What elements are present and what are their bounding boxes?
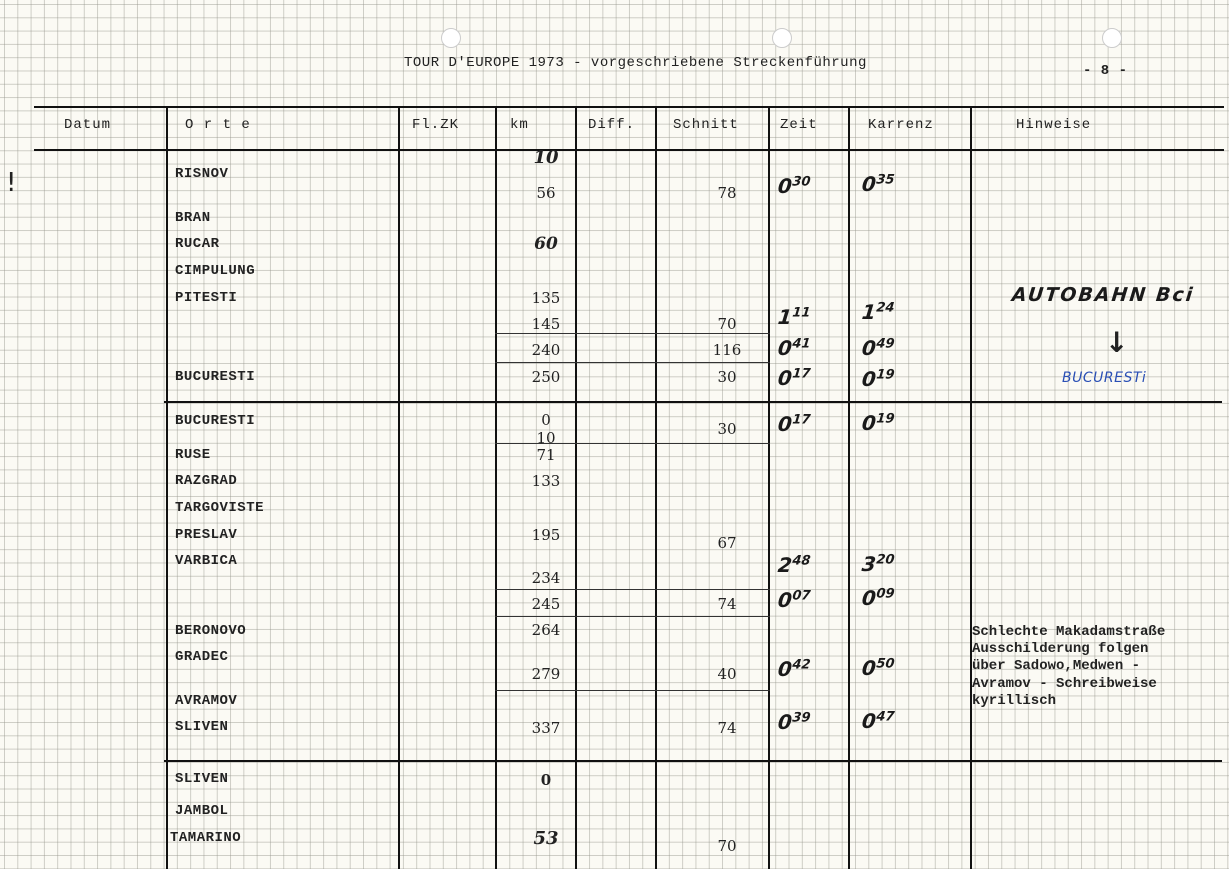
place-name: TARGOVISTE bbox=[175, 500, 265, 516]
km-value: 0 bbox=[541, 411, 551, 429]
zeit-value: $0^{41}$ bbox=[776, 336, 812, 360]
schnitt-value: 70 bbox=[717, 837, 737, 855]
karrenz-value: $0^{19}$ bbox=[860, 411, 896, 435]
col-divider bbox=[398, 106, 400, 869]
karrenz-value: $1^{24}$ bbox=[860, 300, 896, 324]
place-name: BUCURESTI bbox=[175, 369, 256, 385]
km-value: 10 bbox=[536, 429, 556, 447]
schnitt-value: 78 bbox=[717, 184, 737, 202]
schnitt-value: 30 bbox=[717, 368, 737, 386]
road-note-line: Schlechte Makadamstraße bbox=[972, 624, 1166, 640]
karrenz-value: $3^{20}$ bbox=[860, 552, 896, 576]
place-name: TAMARINO bbox=[170, 830, 242, 846]
section-rule bbox=[164, 760, 1222, 762]
col-header-hinweise: Hinweise bbox=[1016, 117, 1092, 133]
col-header-km: km bbox=[510, 117, 529, 133]
zeit-value: $1^{11}$ bbox=[776, 305, 812, 329]
km-value: 53 bbox=[533, 828, 559, 849]
col-header-karrenz: Karrenz bbox=[868, 117, 934, 133]
section-rule bbox=[164, 401, 1222, 403]
margin-exclamation: ! bbox=[6, 168, 17, 198]
table-top-rule bbox=[34, 106, 1224, 108]
col-header-diff: Diff. bbox=[588, 117, 636, 133]
karrenz-value: $0^{35}$ bbox=[860, 172, 896, 196]
km-value: 133 bbox=[531, 472, 561, 490]
place-name: BRAN bbox=[175, 210, 211, 226]
header-bottom-rule bbox=[34, 149, 1224, 151]
km-value: 279 bbox=[531, 665, 561, 683]
col-divider bbox=[166, 106, 168, 869]
km-value: 10 bbox=[533, 147, 559, 168]
place-name: PITESTI bbox=[175, 290, 238, 306]
km-value: 245 bbox=[531, 595, 561, 613]
karrenz-value: $0^{19}$ bbox=[860, 367, 896, 391]
place-name: BUCURESTI bbox=[175, 413, 256, 429]
place-name: RAZGRAD bbox=[175, 473, 238, 489]
km-value: 337 bbox=[531, 719, 561, 737]
zeit-value: $0^{07}$ bbox=[776, 588, 812, 612]
karrenz-value: $0^{50}$ bbox=[860, 656, 896, 680]
schnitt-value: 67 bbox=[717, 534, 737, 552]
schnitt-value: 116 bbox=[712, 341, 742, 359]
punch-hole bbox=[772, 28, 792, 48]
place-name: GRADEC bbox=[175, 649, 229, 665]
row-rule bbox=[495, 690, 770, 691]
road-note-line: kyrillisch bbox=[972, 693, 1057, 709]
schnitt-value: 30 bbox=[717, 420, 737, 438]
zeit-value: $0^{17}$ bbox=[776, 366, 812, 390]
km-value: 250 bbox=[531, 368, 561, 386]
schnitt-value: 74 bbox=[717, 595, 737, 613]
col-header-orte: O r t e bbox=[185, 117, 251, 133]
page-number: - 8 - bbox=[1083, 63, 1128, 79]
page-title: TOUR D'EUROPE 1973 - vorgeschriebene Streckenführung bbox=[404, 55, 867, 71]
km-value: 0 bbox=[540, 771, 552, 789]
col-header-flzk: Fl.ZK bbox=[412, 117, 460, 133]
karrenz-value: $0^{09}$ bbox=[860, 586, 896, 610]
km-value: 71 bbox=[536, 446, 556, 464]
km-value: 264 bbox=[531, 621, 561, 639]
row-rule bbox=[495, 333, 770, 334]
col-divider bbox=[768, 106, 770, 869]
zeit-value: $2^{48}$ bbox=[776, 553, 812, 577]
karrenz-value: $0^{47}$ bbox=[860, 709, 896, 733]
place-name: SLIVEN bbox=[175, 719, 229, 735]
schnitt-value: 74 bbox=[717, 719, 737, 737]
place-name: RUSE bbox=[175, 447, 211, 463]
place-name: RISNOV bbox=[175, 166, 229, 182]
km-value: 56 bbox=[536, 184, 556, 202]
place-name: BERONOVO bbox=[175, 623, 247, 639]
place-name: AVRAMOV bbox=[175, 693, 238, 709]
km-value: 195 bbox=[531, 526, 561, 544]
road-note-line: Avramov - Schreibweise bbox=[972, 676, 1157, 692]
km-value: 234 bbox=[531, 569, 561, 587]
zeit-value: $0^{17}$ bbox=[776, 412, 812, 436]
col-divider bbox=[848, 106, 850, 869]
zeit-value: $0^{42}$ bbox=[776, 657, 812, 681]
place-name: JAMBOL bbox=[175, 803, 229, 819]
km-value: 240 bbox=[531, 341, 561, 359]
col-divider bbox=[970, 106, 972, 869]
row-rule bbox=[495, 362, 770, 363]
down-arrow-icon: ↓ bbox=[1105, 326, 1129, 359]
row-rule bbox=[495, 616, 770, 617]
autobahn-note: AUTOBAHN Bci bbox=[1010, 284, 1196, 306]
col-header-schnitt: Schnitt bbox=[673, 117, 739, 133]
place-name: RUCAR bbox=[175, 236, 220, 252]
place-name: CIMPULUNG bbox=[175, 263, 256, 279]
km-value: 145 bbox=[531, 315, 561, 333]
road-note-line: über Sadowo,Medwen - bbox=[972, 658, 1141, 674]
row-rule bbox=[495, 589, 770, 590]
col-header-zeit: Zeit bbox=[780, 117, 818, 133]
punch-hole bbox=[1102, 28, 1122, 48]
bucuresti-note: BUCURESTi bbox=[1062, 370, 1147, 386]
punch-hole bbox=[441, 28, 461, 48]
place-name: VARBICA bbox=[175, 553, 238, 569]
zeit-value: $0^{30}$ bbox=[776, 174, 812, 198]
col-divider bbox=[655, 106, 657, 869]
zeit-value: $0^{39}$ bbox=[776, 710, 812, 734]
km-value: 135 bbox=[531, 289, 561, 307]
km-value: 60 bbox=[534, 234, 558, 254]
place-name: SLIVEN bbox=[175, 771, 229, 787]
schnitt-value: 70 bbox=[717, 315, 737, 333]
road-note-line: Ausschilderung folgen bbox=[972, 641, 1149, 657]
place-name: PRESLAV bbox=[175, 527, 238, 543]
schnitt-value: 40 bbox=[717, 665, 737, 683]
karrenz-value: $0^{49}$ bbox=[860, 336, 896, 360]
col-header-datum: Datum bbox=[64, 117, 112, 133]
